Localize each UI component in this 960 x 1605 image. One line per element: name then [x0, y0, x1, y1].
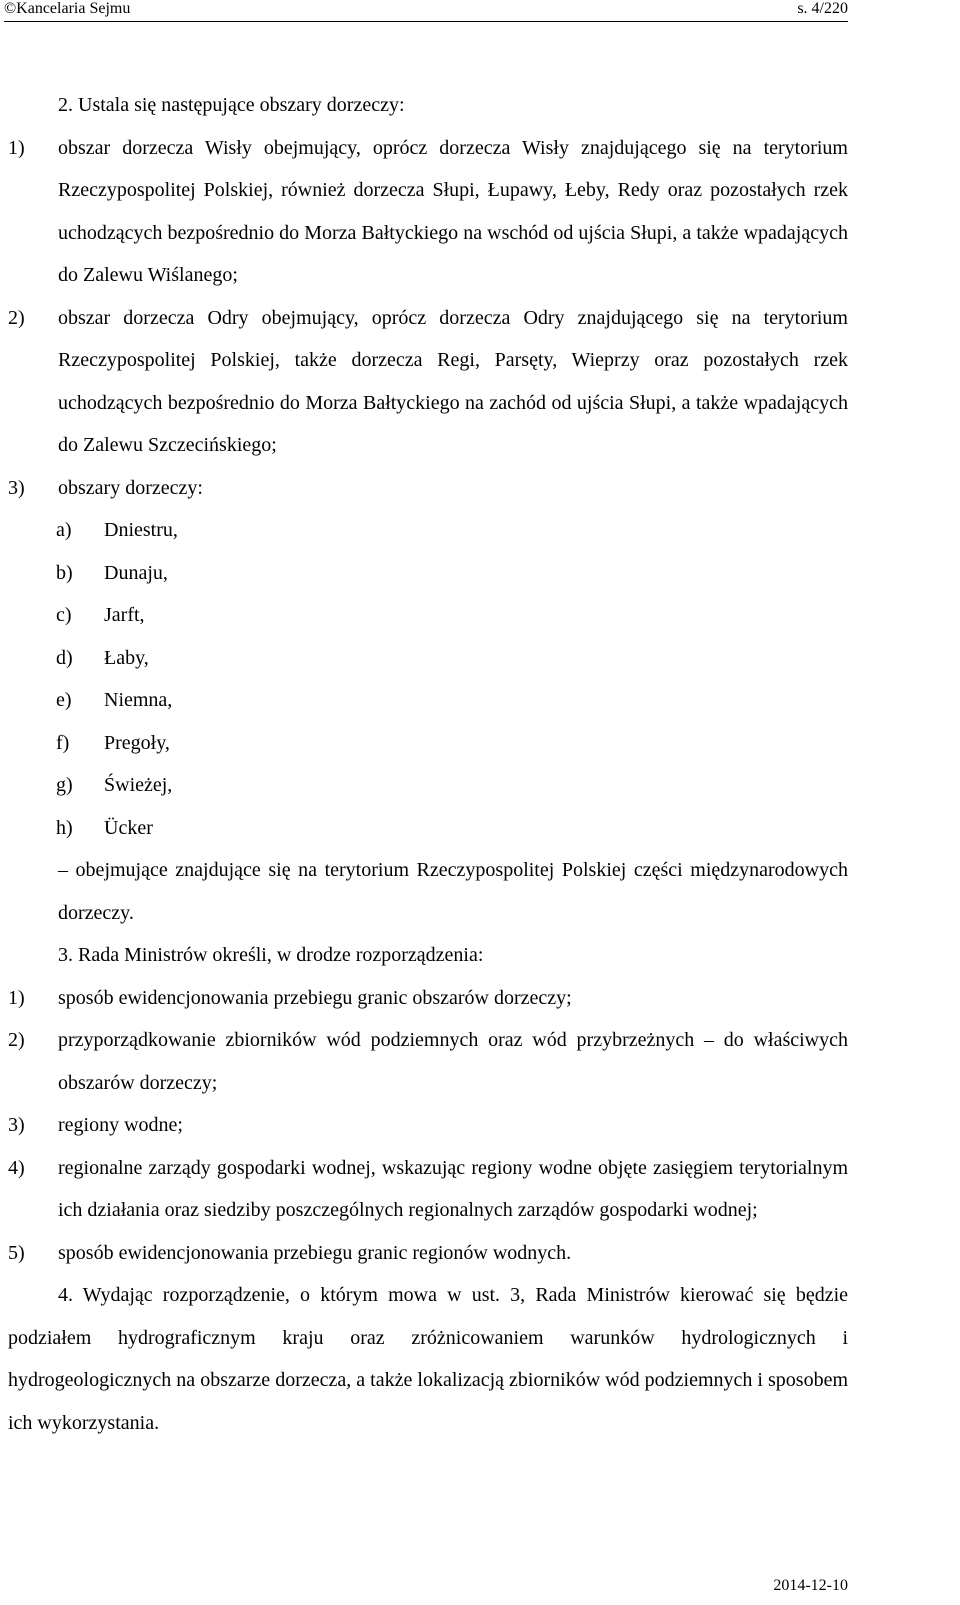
sub-list-item-text: Jarft,	[104, 604, 145, 626]
list-item	[8, 127, 848, 297]
list-item-text: obszar dorzecza Wisły obejmujący, oprócz dorzecza Wisły znajdującego się na terytorium Rzeczypospolitej Polskiej, również dorzecza Słupi, Łupawy, Łeby, Redy oraz pozostałych rzek uchodzących bezpośrednio do Morza Bałtyckiego na wschód od ujścia Słupi, a także wpadających do Zalewu Wiślanego;	[58, 136, 848, 286]
sub-list-item-letter: d)	[56, 646, 73, 669]
sub-list-item-letter: g)	[56, 774, 73, 796]
sub-list-item	[8, 764, 848, 807]
header-divider	[4, 21, 848, 22]
list-item	[8, 977, 848, 1020]
page-footer-date: 2014-12-10	[773, 1577, 848, 1594]
list-item-text: obszar dorzecza Odry obejmujący, oprócz dorzecza Odry znajdującego się na terytorium Rzeczypospolitej Polskiej, także dorzecza Regi, Parsęty, Wieprzy oraz pozostałych rzek uchodzących bezpośrednio do Morza Bałtyckiego na zachód od ujścia Słupi, a także wpadających do Zalewu Szczecińskiego;	[58, 306, 848, 456]
list-item	[8, 1019, 848, 1104]
sub-list-item-text: Ücker	[104, 816, 153, 839]
list-item	[8, 467, 848, 510]
sub-list-item-text: Świeżej,	[104, 774, 173, 796]
list-item-number: 2)	[8, 306, 25, 329]
sub-list-item-letter: f)	[56, 731, 70, 754]
section-2-closing: – obejmujące znajdujące się na terytorium Rzeczypospolitej Polskiej części międzynarodowych dorzeczy.	[58, 859, 848, 924]
list-item-text: przyporządkowanie zbiorników wód podziemnych oraz wód przybrzeżnych – do właściwych obszarów dorzeczy;	[58, 1029, 848, 1094]
sub-list-item-letter: c)	[56, 604, 72, 626]
list-item-number: 3)	[8, 1114, 25, 1136]
list-item-number: 5)	[8, 1241, 25, 1264]
page-header	[4, 0, 848, 18]
sub-list-item-letter: b)	[56, 561, 73, 584]
list-item-number: 3)	[8, 476, 25, 499]
sub-list-item	[8, 722, 848, 765]
list-item	[8, 1104, 848, 1147]
sub-list-item-letter: h)	[56, 816, 73, 839]
sub-list-item-letter: e)	[56, 689, 72, 711]
sub-list-item	[8, 594, 848, 637]
document-body	[8, 84, 848, 1444]
sub-list-item	[8, 637, 848, 680]
list-item-text: sposób ewidencjonowania przebiegu granic obszarów dorzeczy;	[58, 986, 572, 1009]
sub-list-item-text: Łaby,	[104, 646, 149, 669]
copyright-label: ©Kancelaria Sejmu	[4, 0, 131, 17]
sub-list-item	[8, 552, 848, 595]
sub-list-item	[8, 679, 848, 722]
list-item	[8, 1232, 848, 1275]
list-item-number: 1)	[8, 986, 25, 1009]
list-item-text: obszary dorzeczy:	[58, 476, 203, 499]
list-item-number: 2)	[8, 1029, 25, 1051]
list-item-number: 4)	[8, 1156, 25, 1179]
sub-list-item-text: Niemna,	[104, 689, 173, 711]
section-3-intro: 3. Rada Ministrów określi, w drodze rozporządzenia:	[58, 944, 484, 966]
list-item	[8, 1147, 848, 1232]
page-number: s. 4/220	[797, 0, 848, 17]
section-4-paragraph: 4. Wydając rozporządzenie, o którym mowa w ust. 3, Rada Ministrów kierować się będzie podziałem hydrograficznym kraju oraz zróżnicowaniem warunków hydrologicznych i hydrogeologicznych na obszarze dorzecza, a także lokalizacją zbiorników wód podziemnych i sposobem ich wykorzystania.	[8, 1284, 848, 1434]
list-item-text: regiony wodne;	[58, 1114, 183, 1136]
sub-list-item	[8, 509, 848, 552]
list-item-text: regionalne zarządy gospodarki wodnej, wskazując regiony wodne objęte zasięgiem terytorialnym ich działania oraz siedziby poszczególnych regionalnych zarządów gospodarki wodnej;	[58, 1156, 848, 1221]
sub-list-item-letter: a)	[56, 519, 72, 541]
sub-list-item-text: Dunaju,	[104, 561, 168, 584]
section-2-intro: 2. Ustala się następujące obszary dorzeczy:	[58, 94, 405, 116]
sub-list-item-text: Pregoły,	[104, 731, 170, 754]
list-item	[8, 297, 848, 467]
sub-list-item	[8, 807, 848, 850]
list-item-text: sposób ewidencjonowania przebiegu granic regionów wodnych.	[58, 1241, 572, 1264]
sub-list-item-text: Dniestru,	[104, 519, 178, 541]
list-item-number: 1)	[8, 136, 25, 159]
